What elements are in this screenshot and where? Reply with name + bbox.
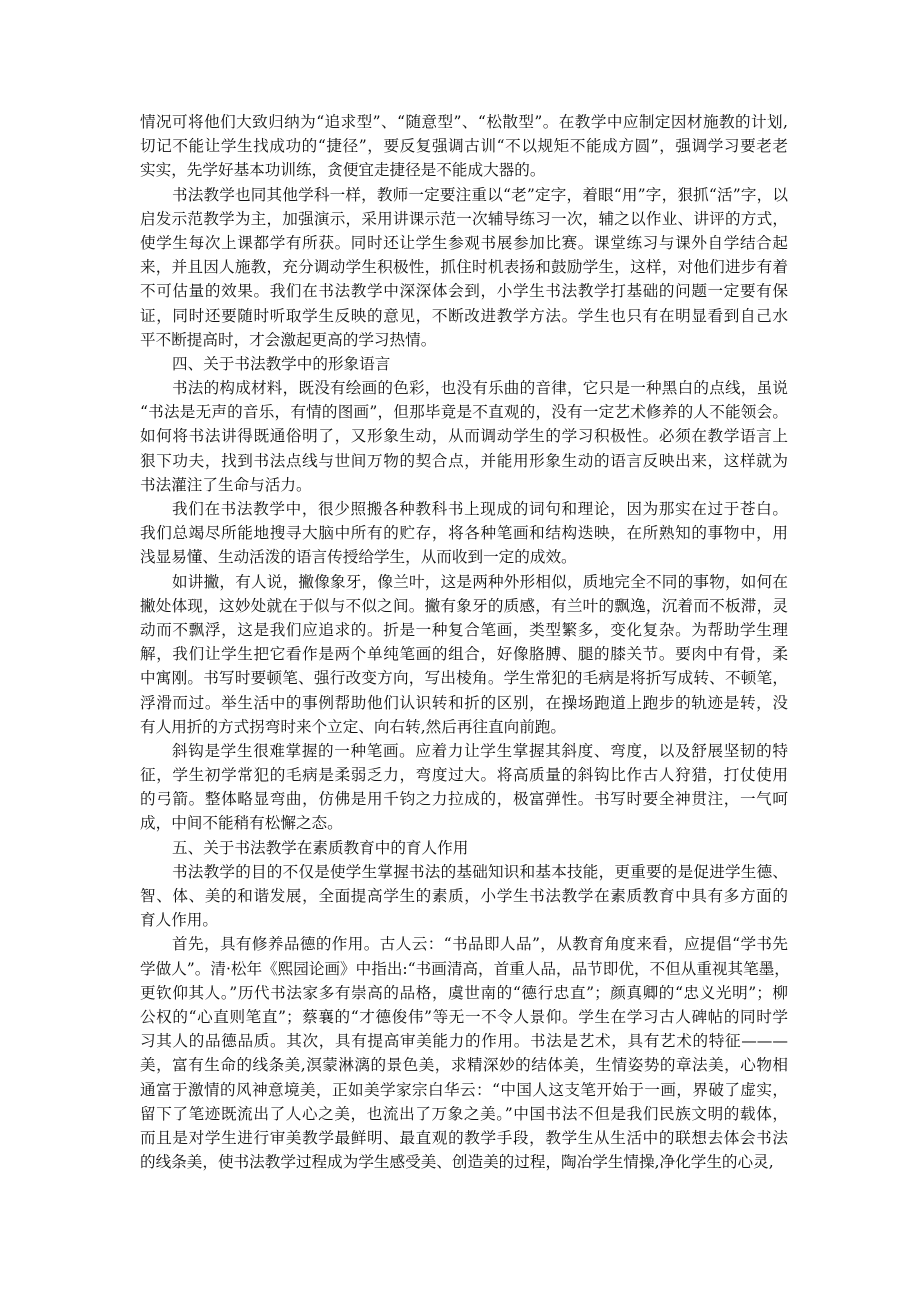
paragraph-line: 书法教学也同其他学科一样，教师一定要注重以“老”定字，着眼“用”字，狠抓“活”字，以 [172, 185, 788, 204]
paragraph-line: 来，并且因人施教，充分调动学生积极性，抓住时机表扬和鼓励学生，这样，对他们进步有着 [140, 258, 788, 277]
paragraph-line: 启发示范教学为主，加强演示，采用讲课示范一次辅导练习一次，辅之以作业、讲评的方式， [140, 209, 788, 228]
section-heading [140, 352, 788, 376]
paragraph-line: 美，富有生命的线条美,溟蒙淋漓的景色美，求精深妙的结体美，生情姿势的章法美，心物相 [140, 1056, 788, 1075]
paragraph-line: 征，学生初学常犯的毛病是柔弱乏力，弯度过大。将高质量的斜钩比作古人狩猎，打仗使用 [140, 766, 788, 785]
paragraph-line: 而且是对学生进行审美教学最鲜明、最直观的教学手段，教学生从生活中的联想去体会书法 [140, 1128, 788, 1147]
paragraph-line: 证，同时还要随时听取学生反映的意见，不断改进教学方法。学生也只有在明显看到自己水 [140, 306, 788, 325]
paragraph-line: 书法的构成材料，既没有绘画的色彩，也没有乐曲的音律，它只是一种黑白的点线，虽说 [172, 379, 788, 398]
paragraph-line: 的线条美，使书法教学过程成为学生感受美、创造美的过程，陶冶学生情操,净化学生的心灵, [140, 1153, 774, 1172]
paragraph-line: 如讲撇，有人说，撇像象牙，像兰叶，这是两种外形相似，质地完全不同的事物，如何在 [172, 572, 788, 591]
paragraph [140, 932, 788, 1174]
paragraph-line: 学做人”。清·松年《熙园论画》中指出:“书画清高，首重人品，品节即优，不但从重视其笔墨， [140, 959, 790, 978]
paragraph-line: 育人作用。 [140, 911, 218, 930]
paragraph-line: 更钦仰其人。”历代书法家多有崇高的品格，虞世南的“德行忠直”；颜真卿的“忠义光明”；柳 [140, 983, 788, 1002]
paragraph-line: 浮滑而过。举生活中的事例帮助他们认识转和折的区别，在操场跑道上跑步的轨迹是转，没 [140, 693, 788, 712]
paragraph-line: 留下了笔迹既流出了人心之美，也流出了万象之美。”中国书法不但是我们民族文明的载体， [140, 1104, 788, 1123]
paragraph-line: 的弓箭。整体略显弯曲，仿佛是用千钧之力拉成的，极富弹性。书写时要全神贯注，一气呵 [140, 790, 788, 809]
paragraph-line: 首先，具有修养品德的作用。古人云：“书品即人品”，从教育角度来看，应提倡“学书先 [172, 935, 788, 954]
paragraph-line: 撇处体现，这妙处就在于似与不似之间。撇有象牙的质感，有兰叶的飘逸，沉着而不板滞，灵 [140, 596, 788, 615]
paragraph-line: 我们在书法教学中，很少照搬各种教科书上现成的词句和理论，因为那实在过于苍白。 [172, 500, 788, 518]
paragraph [140, 739, 788, 836]
paragraph [140, 497, 788, 570]
paragraph-line: 如何将书法讲得既通俗明了，又形象生动，从而调动学生的学习积极性。必须在教学语言上 [140, 427, 788, 446]
paragraph-line: “书法是无声的音乐，有情的图画”，但那毕竟是不直观的，没有一定艺术修养的人不能领会。 [140, 403, 788, 422]
paragraph-line: 切记不能让学生找成功的“捷径”，要反复强调古训“不以规矩不能成方圆”，强调学习要老老 [140, 137, 788, 156]
paragraph-line: 浅显易懂、生动活泼的语言传授给学生，从而收到一定的成效。 [140, 548, 577, 567]
heading-text: 五、关于书法教学在素质教育中的育人作用 [172, 838, 469, 857]
document-body [140, 110, 788, 1174]
paragraph-line: 书法教学的目的不仅是使学生掌握书法的基础知识和基本技能，更重要的是促进学生德、 [172, 862, 788, 881]
paragraph-line: 我们总竭尽所能地搜寻大脑中所有的贮存，将各种笔画和结构迭映，在所熟知的事物中，用 [140, 524, 788, 543]
paragraph [140, 110, 788, 183]
paragraph-line: 通富于激情的风神意境美，正如美学家宗白华云：“中国人这支笔开始于一画，界破了虚实， [140, 1080, 788, 1099]
paragraph-line: 使学生每次上课都学有所获。同时还让学生参观书展参加比赛。课堂练习与课外自学结合起 [140, 233, 788, 252]
paragraph-line: 解，我们让学生把它看作是两个单纯笔画的组合，好像胳膊、腿的膝关节。要肉中有骨，柔 [140, 645, 788, 664]
paragraph-line: 有人用折的方式拐弯时来个立定、向右转,然后再往直向前跑。 [140, 717, 566, 736]
paragraph-line: 习其人的品德品质。其次，具有提高审美能力的作用。书法是艺术，具有艺术的特征——— [140, 1032, 788, 1051]
paragraph-line: 动而不飘浮，这是我们应追求的。折是一种复合笔画，类型繁多，变化复杂。为帮助学生理 [140, 620, 788, 639]
paragraph-line: 平不断提高时，才会激起更高的学习热情。 [140, 330, 437, 349]
paragraph-line: 不可估量的效果。我们在书法教学中深深体会到，小学生书法教学打基础的问题一定要有保 [140, 282, 788, 301]
paragraph-line: 智、体、美的和谐发展，全面提高学生的素质，小学生书法教学在素质教育中具有多方面的 [140, 887, 788, 905]
paragraph [140, 183, 788, 352]
paragraph-line: 公权的“心直则笔直”；蔡襄的“才德俊伟”等无一不令人景仰。学生在学习古人碑帖的同时学 [140, 1007, 788, 1026]
paragraph-line: 中寓刚。书写时要顿笔、强行改变方向，写出棱角。学生常犯的毛病是将折写成转、不顿笔， [140, 669, 788, 688]
paragraph [140, 376, 788, 497]
paragraph-line: 成，中间不能稍有松懈之态。 [140, 814, 343, 833]
paragraph-line: 情况可将他们大致归纳为“追求型”、“随意型”、“松散型”。在教学中应制定因材施教的计划, [140, 113, 788, 131]
paragraph-line: 实实，先学好基本功训练，贪便宜走捷径是不能成大器的。 [140, 161, 546, 180]
paragraph-line: 斜钩是学生很难掌握的一种笔画。应着力让学生掌握其斜度、弯度，以及舒展坚韧的特 [172, 741, 788, 760]
paragraph-line: 狠下功夫，找到书法点线与世间万物的契合点，并能用形象生动的语言反映出来，这样就为 [140, 451, 788, 470]
paragraph-line: 书法灌注了生命与活力。 [140, 475, 312, 494]
section-heading [140, 836, 788, 860]
heading-text: 四、关于书法教学中的形象语言 [172, 354, 391, 373]
paragraph [140, 860, 788, 933]
paragraph [140, 570, 788, 739]
